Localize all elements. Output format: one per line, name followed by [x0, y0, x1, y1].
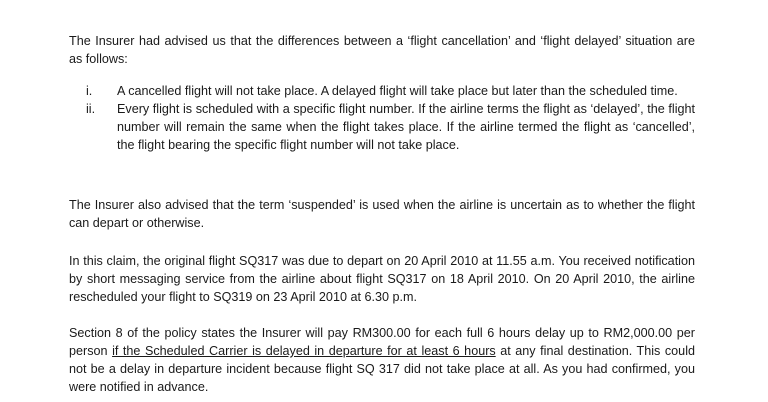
- paragraph-policy-section-8: [69, 324, 695, 396]
- policy-text-before: Section 8 of the policy states the Insurer will pay RM300.00 for each full 6 hours delay up to RM2,000.00 per person: [69, 326, 695, 358]
- list-item-text: A cancelled flight will not take place. A delayed flight will take place but later than the scheduled time.: [117, 84, 678, 98]
- list-item-text: Every flight is scheduled with a specific flight number. If the airline terms the flight as ‘delayed’, the flight number will remain the same when the flight takes place. If the airline termed the flight as ‘cancelled’, the flight bearing the specific flight number will not take place.: [117, 102, 695, 152]
- list-item: [86, 82, 695, 100]
- paragraph-suspended-term: The Insurer also advised that the term ‘suspended’ is used when the airline is uncertain as to whether the flight can depart or otherwise.: [69, 198, 695, 230]
- policy-text-after: at any final destination. This could not be a delay in departure incident because flight SQ 317 did not take place at all. As you had confirmed, you were notified in advance.: [69, 344, 695, 394]
- list-numeral: ii.: [86, 102, 96, 116]
- underlined-policy-clause: if the Scheduled Carrier is delayed in departure for at least 6 hours: [112, 344, 496, 358]
- list-item: [86, 100, 695, 154]
- list-numeral: i.: [86, 84, 93, 98]
- paragraph-claim-details: In this claim, the original flight SQ317 was due to depart on 20 April 2010 at 11.55 a.m. You received notification by short messaging service from the airline about flight SQ317 on 18 April 2010. On 20 April 2010, the airline rescheduled your flight to SQ319 on 23 April 2010 at 6.30 p.m.: [69, 254, 695, 304]
- paragraph-insurer-advice: The Insurer had advised us that the differences between a ‘flight cancellation’ and ‘flight delayed’ situation are as follows:: [69, 34, 695, 66]
- differences-list: [86, 82, 695, 154]
